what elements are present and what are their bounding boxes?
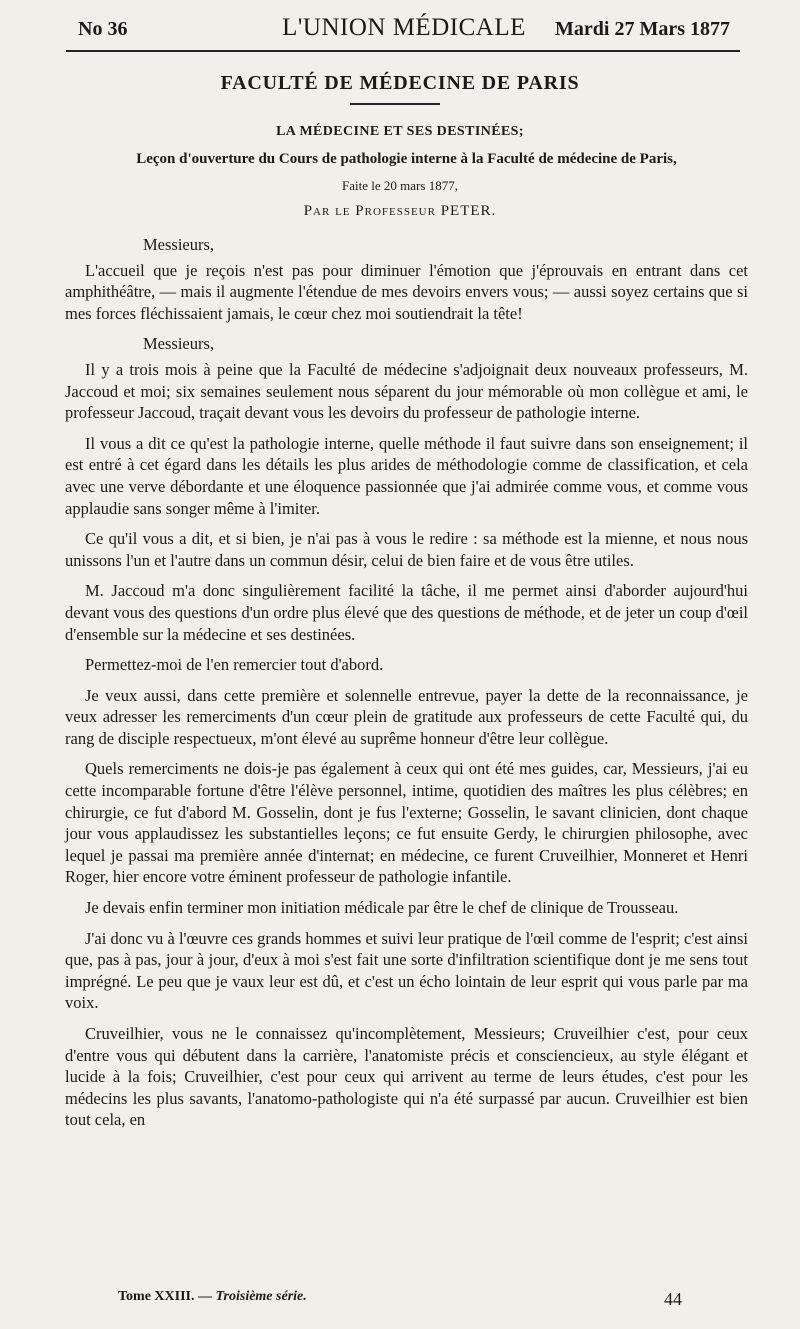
- title-rule: [350, 103, 440, 105]
- paragraph: J'ai donc vu à l'œuvre ces grands hommes et suivi leur pratique de l'œil comme de l'esprit; c'est ainsi que, pas à pas, jour à jour, d'eux à moi s'est fait une sorte d'infiltration scientifique dont je me sens tout imprégné. Le peu que je vaux leur est dû, et c'est un écho lointain de leur esprit qui vous parle par ma voix.: [65, 928, 748, 1013]
- paragraph: Permettez-moi de l'en remercier tout d'abord.: [85, 655, 384, 675]
- paragraph: M. Jaccoud m'a donc singulièrement facilité la tâche, il me permet ainsi d'aborder aujourd'hui devant vous des questions d'un ordre plus élevé que des questions de méthode, et de jeter un coup d'œil d'ensemble sur la médecine et ses destinées.: [65, 581, 748, 644]
- paragraph: Il vous a dit ce qu'est la pathologie interne, quelle méthode il faut suivre dans son enseignement; il est entré à cet égard dans les détails les plus arides de méthodologie comme de classification, et cela avec une verve débordante et une éloquence passionnée que j'ai admirée comme vous, et comme vous applaudie sans songer même à l'imiter.: [65, 433, 748, 518]
- section-heading: LA MÉDECINE ET SES DESTINÉES;: [276, 124, 524, 139]
- issue-date: Mardi 27 Mars 1877: [555, 18, 730, 40]
- series-label: Troisième série.: [215, 1289, 307, 1304]
- running-head: [78, 12, 730, 46]
- paragraph: Je veux aussi, dans cette première et solennelle entrevue, payer la dette de la reconnaissance, je veux adresser les remerciments d'un cœur plein de gratitude aux professeurs de cette Faculté qui, du rang de disciple respectueux, m'ont élevé au suprême honneur d'être leur collègue.: [65, 685, 748, 748]
- paragraph: Ce qu'il vous a dit, et si bien, je n'ai pas à vous le redire : sa méthode est la mienne, et nous nous unissons l'un et l'autre dans un commun désir, celui de bien faire et de vous être utiles.: [65, 529, 748, 570]
- article-body: [65, 232, 748, 1140]
- lecture-date: Faite le 20 mars 1877,: [342, 178, 458, 193]
- header-rule: [66, 50, 740, 52]
- paragraph: Il y a trois mois à peine que la Faculté de médecine s'adjoignait deux nouveaux professeurs, M. Jaccoud et moi; six semaines seulement nous séparent du jour mémorable où mon collègue et ami, le professeur Jaccoud, traçait devant vous les devoirs du professeur de pathologie interne.: [65, 359, 748, 423]
- volume-info: [118, 1289, 307, 1305]
- page-footer: [118, 1289, 682, 1311]
- salutation: Messieurs,: [143, 334, 215, 354]
- paragraph: Je devais enfin terminer mon initiation médicale par être le chef de clinique de Trousseau.: [85, 898, 679, 918]
- paragraph: Cruveilhier, vous ne le connaissez qu'incomplètement, Messieurs; Cruveilhier c'est, pour ceux d'entre vous qui débutent dans la carrière, l'anatomiste précis et consciencieux, au style élégant et lucide à la fois; Cruveilhier, c'est pour ceux qui arrivent au terme de leurs études, c'est pour les médecins les plus savants, l'anatomo-pathologiste qui n'a été surpassé par aucun. Cruveilhier est bien tout cela, en: [65, 1024, 748, 1130]
- author-line: Par le Professeur PETER.: [303, 203, 497, 219]
- lecture-subtitle: Leçon d'ouverture du Cours de pathologie interne à la Faculté de médecine de Paris,: [136, 151, 677, 167]
- volume-label: Tome XXIII. —: [118, 1289, 212, 1304]
- salutation: Messieurs,: [143, 235, 215, 254]
- paragraph: Quels remerciments ne dois-je pas également à ceux qui ont été mes guides, car, Messieurs, j'ai eu cette incomparable fortune d'être l'élève personnel, intime, quotidien des maîtres les plus célèbres; en chirurgie, ce fut d'abord M. Gosselin, dont je fus l'externe; Gosselin, le savant clinicien, dont chaque jour vous applaudissez les substantielles leçons; ce fut ensuite Gerdy, le chirurgien philosophe, avec lequel je passai ma première année d'internat; en médecine, ce furent Cruveilhier, Monneret et Henri Roger, hier encore votre éminent professeur de pathologie infantile.: [65, 759, 748, 887]
- article-title: FACULTÉ DE MÉDECINE DE PARIS: [220, 72, 580, 94]
- page-number: 44: [664, 1289, 682, 1309]
- paragraph: L'accueil que je reçois n'est pas pour diminuer l'émotion que j'éprouvais en entrant dans cet amphithéâtre, — mais il augmente l'étendue de mes devoirs envers vous; — aussi soyez certains que si mes forces fléchissaient jamais, le cœur chez moi soutiendrait la tête!: [65, 260, 748, 323]
- issue-number: No 36: [78, 18, 128, 40]
- journal-title: L'UNION MÉDICALE: [282, 14, 526, 41]
